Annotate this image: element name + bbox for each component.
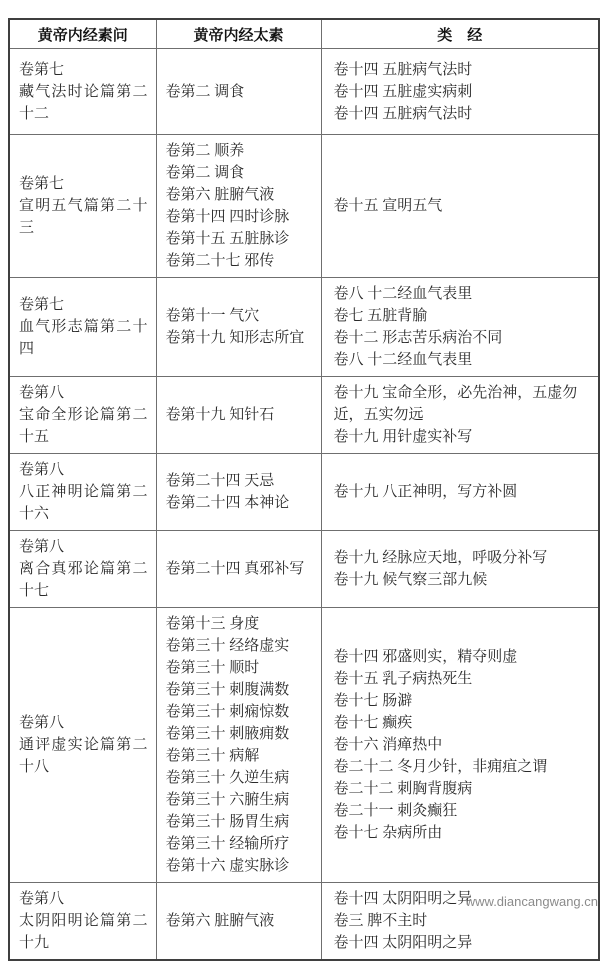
table-cell (321, 531, 599, 608)
column-header: 黄帝内经太素 (156, 19, 321, 49)
table-cell (156, 278, 321, 377)
table-cell (321, 49, 599, 135)
text-line: 卷第二十七 邪传 (165, 253, 275, 269)
table-cell (156, 377, 321, 454)
text-line: 卷第三十 病解 (165, 748, 260, 764)
text-line: 卷十四 五脏虚实病刺 (333, 83, 473, 100)
text-line: 卷第二十四 本神论 (165, 495, 290, 511)
table-cell (156, 49, 321, 135)
text-line: 藏气法时论篇第二十二 (19, 83, 148, 122)
table-cell (321, 608, 599, 883)
text-line: 卷十七 癫疾 (333, 715, 413, 731)
text-line: 卷七 五脏背腧 (333, 308, 428, 324)
text-line: 卷第八 (19, 539, 65, 555)
text-line: 卷第二 调食 (165, 165, 245, 181)
text-line: 卷第八 (19, 462, 65, 478)
text-line: 卷第三十 六腑生病 (165, 792, 290, 808)
text-line: 卷第十一 气穴 (165, 308, 260, 324)
text-line: 卷第二十四 真邪补写 (165, 561, 305, 577)
text-line: 卷第八 (19, 891, 65, 907)
table-cell (156, 454, 321, 531)
text-line: 卷第三十 经络虚实 (165, 638, 290, 654)
text-line: 卷第十四 四时诊脉 (165, 209, 290, 225)
text-line: 卷十七 肠澼 (333, 693, 413, 709)
table-cell (9, 135, 156, 278)
text-line: 宝命全形论篇第二十五 (19, 407, 148, 445)
table-cell (321, 377, 599, 454)
text-line: 卷二十一 刺灸癫狂 (333, 803, 458, 819)
table-cell (321, 454, 599, 531)
text-line: 卷十四 邪盛则实，精夺则虚 (333, 649, 518, 665)
text-line: 卷八 十二经血气表里 (333, 286, 473, 302)
text-line: 卷第六 脏腑气液 (165, 913, 275, 929)
text-line: 卷第八 (19, 715, 65, 731)
table-row (9, 608, 599, 883)
table-cell (156, 135, 321, 278)
text-line: 卷第三十 经输所疗 (165, 836, 290, 852)
text-line: 卷十七 杂病所由 (333, 825, 443, 841)
text-line: 卷十九 用针虚实补写 (333, 429, 473, 445)
text-line: 卷十九 八正神明，写方补圆 (333, 484, 518, 500)
text-line: 卷十四 太阴阳明之异 (333, 935, 473, 951)
table-row (9, 454, 599, 531)
table-cell (9, 377, 156, 454)
table-row (9, 49, 599, 135)
text-line: 卷第三十 刺腋痈数 (165, 726, 290, 742)
table-cell (9, 454, 156, 531)
column-header: 黄帝内经素问 (9, 19, 156, 49)
column-header: 类 经 (321, 19, 599, 49)
text-line: 卷第十五 五脏脉诊 (165, 231, 290, 247)
text-line: 卷第十三 身度 (165, 616, 260, 632)
text-line: 卷十四 五脏病气法时 (333, 105, 473, 122)
text-line: 卷第三十 肠胃生病 (165, 814, 290, 830)
text-line: 卷第三十 久逆生病 (165, 770, 290, 786)
comparison-table (8, 18, 600, 961)
text-line: 卷十五 乳子病热死生 (333, 671, 473, 687)
table-cell (156, 883, 321, 961)
watermark: www.diancangwang.cn (465, 894, 598, 909)
text-line: 卷第八 (19, 385, 65, 401)
table-row (9, 377, 599, 454)
table-cell (156, 531, 321, 608)
text-line: 卷十四 太阴阳明之异 (333, 891, 473, 907)
table-header-row (9, 19, 599, 49)
table-cell (156, 608, 321, 883)
text-line: 卷第七 (19, 297, 65, 313)
text-line: 卷十九 候气察三部九候 (333, 572, 488, 588)
text-line: 血气形志篇第二十四 (19, 319, 148, 357)
text-line: 卷十六 消瘅热中 (333, 737, 443, 753)
table-cell (321, 278, 599, 377)
text-line: 卷第三十 顺时 (165, 660, 260, 676)
text-line: 离合真邪论篇第二十七 (19, 561, 148, 599)
text-line: 宣明五气篇第二十三 (19, 198, 148, 236)
table-cell (9, 608, 156, 883)
text-line: 卷十九 宝命全形，必先治神，五虚勿近，五实勿远 (333, 385, 578, 423)
table-cell (9, 883, 156, 961)
text-line: 卷第三十 刺腹满数 (165, 682, 290, 698)
text-line: 八正神明论篇第二十六 (19, 484, 148, 522)
text-line: 卷十五 宣明五气 (333, 198, 443, 214)
text-line: 卷八 十二经血气表里 (333, 352, 473, 368)
text-line: 卷第十九 知形志所宜 (165, 330, 305, 346)
table-cell (9, 49, 156, 135)
text-line: 卷第二十四 天忌 (165, 473, 275, 489)
table-row (9, 531, 599, 608)
text-line: 通评虚实论篇第二十八 (19, 737, 148, 775)
text-line: 卷十四 五脏病气法时 (333, 61, 473, 78)
table-row (9, 278, 599, 377)
text-line: 卷三 脾不主时 (333, 913, 428, 929)
table-cell (9, 531, 156, 608)
text-line: 卷第十九 知针石 (165, 407, 275, 423)
text-line: 卷十二 形志苦乐病治不同 (333, 330, 503, 346)
table-cell (321, 135, 599, 278)
text-line: 卷二十二 冬月少针，非痈疽之谓 (333, 759, 548, 775)
text-line: 卷第二 顺养 (165, 143, 245, 159)
text-line: 卷第二 调食 (165, 83, 245, 100)
text-line: 卷十九 经脉应天地，呼吸分补写 (333, 550, 548, 566)
text-line: 卷第六 脏腑气液 (165, 187, 275, 203)
text-line: 卷二十二 刺胸背腹病 (333, 781, 473, 797)
text-line: 太阴阳明论篇第二十九 (19, 913, 148, 951)
text-line: 卷第七 (19, 176, 65, 192)
table-cell (9, 278, 156, 377)
text-line: 卷第三十 刺痫惊数 (165, 704, 290, 720)
text-line: 卷第七 (19, 61, 65, 78)
text-line: 卷第十六 虚实脉诊 (165, 858, 290, 874)
table-row (9, 135, 599, 278)
